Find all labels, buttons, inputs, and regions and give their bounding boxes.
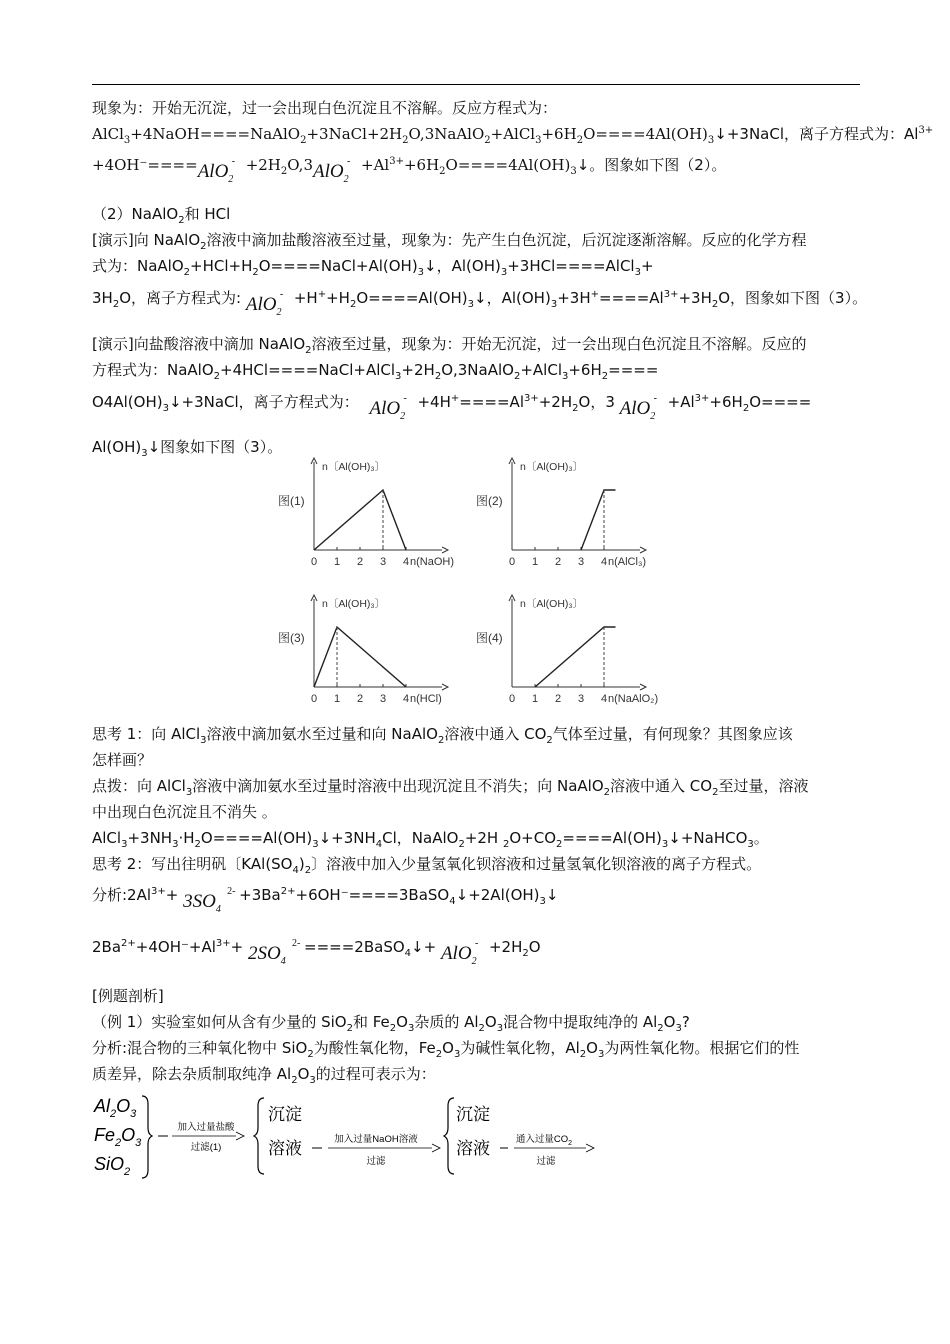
hint-line-2: 中出现白色沉淀且不消失 。 (92, 803, 277, 821)
demo-1-line-1: [演示]向 NaAlO$_2$溶液中滴加盐酸溶液至过量，现象为：先产生白色沉淀，后沉淀逐渐溶解。反应的化学方程 (92, 231, 807, 252)
section-heading-2: （2）NaAlO$_2$和 HCl (92, 205, 231, 226)
aluminate-ion: AlO$_2$ - (369, 393, 407, 422)
left-brace (254, 1098, 264, 1174)
arrow-icon (586, 1144, 594, 1152)
demo-2-line-4: $Al(OH)_3↓$图象如下图（3）。 (92, 438, 283, 459)
tick-label: 1 (531, 693, 539, 705)
think-1-line-2: 怎样画？ (92, 751, 153, 769)
step3-operation: 过滤 (536, 1156, 556, 1167)
demo-2-line-1: [演示]向盐酸溶液中滴加 NaAlO$_2$溶液至过量，现象为：开始无沉淀，过一会出现白色沉淀且不溶解。反应的 (92, 335, 807, 356)
tick-label: 3 (379, 693, 387, 705)
tick-label: 4 (402, 693, 410, 705)
tick-label: 1 (333, 693, 341, 705)
analysis-line-2: 质差异，除去杂质制取纯净 $Al_2O_3$的过程可表示为： (92, 1065, 436, 1086)
step3-reagent: 通入过量$CO_2$ (515, 1134, 573, 1147)
tick-label: 0 (508, 693, 516, 705)
precipitate-1: 沉淀 (268, 1105, 302, 1124)
step1-reagent: 加入过量盐酸 (177, 1122, 235, 1133)
flow-al2o3: $Al_2O_3$ (94, 1096, 137, 1120)
precipitate-2: 沉淀 (456, 1105, 490, 1124)
demo-1-line-2: 式为：$NaAlO_2+HCl+H_2O====NaCl+Al(OH)_3↓$，$Al(OH)_3+3HCl====AlCl_3+$ (92, 257, 654, 278)
sulfate-ion: $2SO_4$ 2- (248, 938, 301, 967)
demo-2-line-2: 方程式为：$NaAlO_2+4HCl====NaCl+AlCl_3+2H_2O,3NaAlO_2+AlCl_3+6H_2====$ (92, 361, 659, 382)
equation-ammonia: $AlCl_3+3NH_3\cdot H_2O====Al(OH)_3↓+3NH_4Cl$，NaAlO$_2$+2H $_2O+CO_2====Al(OH)_3↓+NaHCO_3$。 (92, 829, 769, 850)
step2-reagent: 加入过量NaOH溶液 (334, 1134, 418, 1145)
solution-2: 溶液 (456, 1139, 490, 1158)
chart-label: 图(1) (278, 494, 305, 508)
x-axis-label: n(NaAlO₂) (608, 693, 659, 705)
tick-label: 2 (554, 693, 562, 705)
tick-label: 1 (333, 556, 341, 568)
tick-label: 4 (402, 556, 410, 568)
chart-label: 图(4) (476, 631, 503, 645)
demo-1-line-3: $3H_2O$，离子方程式为: AlO$_2$ - $+H^++H_2O====Al(OH)_3↓$，$Al(OH)_3+3H^+====Al^{3+}+3H_2O$，图象如下图（3）。 (92, 283, 867, 323)
analysis-line-1: 分析:混合物的三种氧化物中 SiO$_2$为酸性氧化物，$Fe_2O_3$为碱性氧化物，$Al_2O_3$为两性氧化物。根据它们的性 (92, 1039, 800, 1060)
header-rule (92, 84, 860, 85)
x-axis-label: n(HCl) (410, 693, 442, 705)
charts-figure (270, 455, 690, 715)
arrow-icon (432, 1144, 440, 1152)
tick-label: 1 (531, 556, 539, 568)
series-line (581, 490, 616, 550)
tick-label: 4 (600, 556, 608, 568)
aluminate-ion: AlO$_2$ - (440, 938, 479, 967)
tick-label: 2 (554, 556, 562, 568)
y-axis-label: n〔Al(OH)₃〕 (322, 598, 386, 610)
equation-line-3: +4OH⁻==== AlO$_2$ - $+2H_2O,3$ AlO$_2$ - $+Al^{3+}+6H_2O====4Al(OH)_3↓$。图象如下图（2）。 (92, 150, 726, 190)
text-line-1: 现象为：开始无沉淀，过一会出现白色沉淀且不溶解。反应方程式为： (92, 99, 558, 117)
analysis-eq-1: 分析$:2Al^{3+}+$ $3SO_4$ 2- $+3Ba^{2+}+6OH^-====3BaSO_4↓+2Al(OH)_3↓$ (92, 880, 558, 924)
demo-2-line-3: $O4Al(OH)_3↓+3NaCl$，离子方程式为： AlO$_2$ - $+4H^+====Al^{3+}+2H_2O$，3 AlO$_2$ - $+Al^{3+}+6H_2O====$ (92, 387, 811, 427)
example-heading: [例题剖析] (92, 987, 164, 1005)
think-1-line-1: 思考 1：向 AlCl$_3$溶液中滴加氨水至过量和向 NaAlO$_2$溶液中通入 $CO_2$气体至过量，有何现象？其图象应该 (92, 725, 793, 746)
tick-label: 0 (310, 693, 318, 705)
series-line (314, 627, 406, 687)
x-axis-label: n(NaOH) (410, 556, 455, 568)
series-line (535, 627, 616, 687)
aluminate-ion: AlO$_2$ - (313, 156, 351, 185)
y-axis-label: n〔Al(OH)₃〕 (520, 598, 584, 610)
tick-label: 3 (577, 556, 585, 568)
right-brace (142, 1096, 152, 1178)
x-axis-label: n(AlCl₃) (608, 556, 647, 568)
y-axis-label: n〔Al(OH)₃〕 (520, 461, 584, 473)
tick-label: 0 (310, 556, 318, 568)
arrow-icon (236, 1132, 244, 1140)
hint-line-1: 点拨：向 AlCl$_3$溶液中滴加氨水至过量时溶液中出现沉淀且不消失；向 NaAlO$_2$溶液中通入 $CO_2$至过量，溶液 (92, 777, 809, 798)
step1-operation: 过滤(1) (190, 1142, 222, 1153)
x-axis-arrow (640, 547, 646, 553)
series-line (314, 490, 406, 550)
x-axis-arrow (442, 547, 448, 553)
tick-label: 0 (508, 556, 516, 568)
tick-label: 2 (356, 556, 364, 568)
aluminate-ion: AlO$_2$ - (197, 156, 236, 185)
flow-sio2: SiO$_2$ (94, 1154, 131, 1178)
x-axis-arrow (442, 684, 448, 690)
think-2-line: 思考 2：写出往明矾〔$KAl(SO_4)_2$〕溶液中加入少量氢氧化钡溶液和过量氢氧化钡溶液的离子方程式。 (92, 855, 762, 876)
separation-flow-diagram (88, 1090, 628, 1182)
sulfate-ion: $3SO_4$ 2- (183, 886, 236, 915)
solution-1: 溶液 (268, 1139, 302, 1158)
equation-line-2: $AlCl_3+4NaOH====NaAlO_2+3NaCl+2H_2O,3NaAlO_2+AlCl_3+6H_2O====4Al(OH)_3↓+3NaCl$，离子方程式为：$Al^{3+}$ (92, 125, 934, 146)
chart-label: 图(3) (278, 631, 305, 645)
left-brace (444, 1098, 454, 1174)
aluminate-ion: AlO$_2$ - (619, 393, 657, 422)
tick-label: 2 (356, 693, 364, 705)
example-1-question: （例 1）实验室如何从含有少量的 SiO$_2$和 $Fe_2O_3$杂质的 $Al_2O_3$混合物中提取纯净的 $Al_2O_3$? (92, 1013, 690, 1034)
tick-label: 4 (600, 693, 608, 705)
analysis-eq-2: $2Ba^{2+}+4OH^-+Al^{3+}+$ $2SO_4$ 2- ====2BaSO$_4$↓+ AlO$_2$ - $+2H_2O$ (92, 932, 541, 972)
y-axis-label: n〔Al(OH)₃〕 (322, 461, 386, 473)
chart-label: 图(2) (476, 494, 503, 508)
step2-operation: 过滤 (366, 1156, 386, 1167)
aluminate-ion: AlO$_2$ - (245, 289, 284, 318)
tick-label: 3 (577, 693, 585, 705)
tick-label: 3 (379, 556, 387, 568)
x-axis-arrow (640, 684, 646, 690)
flow-fe2o3: $Fe_2O_3$ (94, 1125, 142, 1149)
